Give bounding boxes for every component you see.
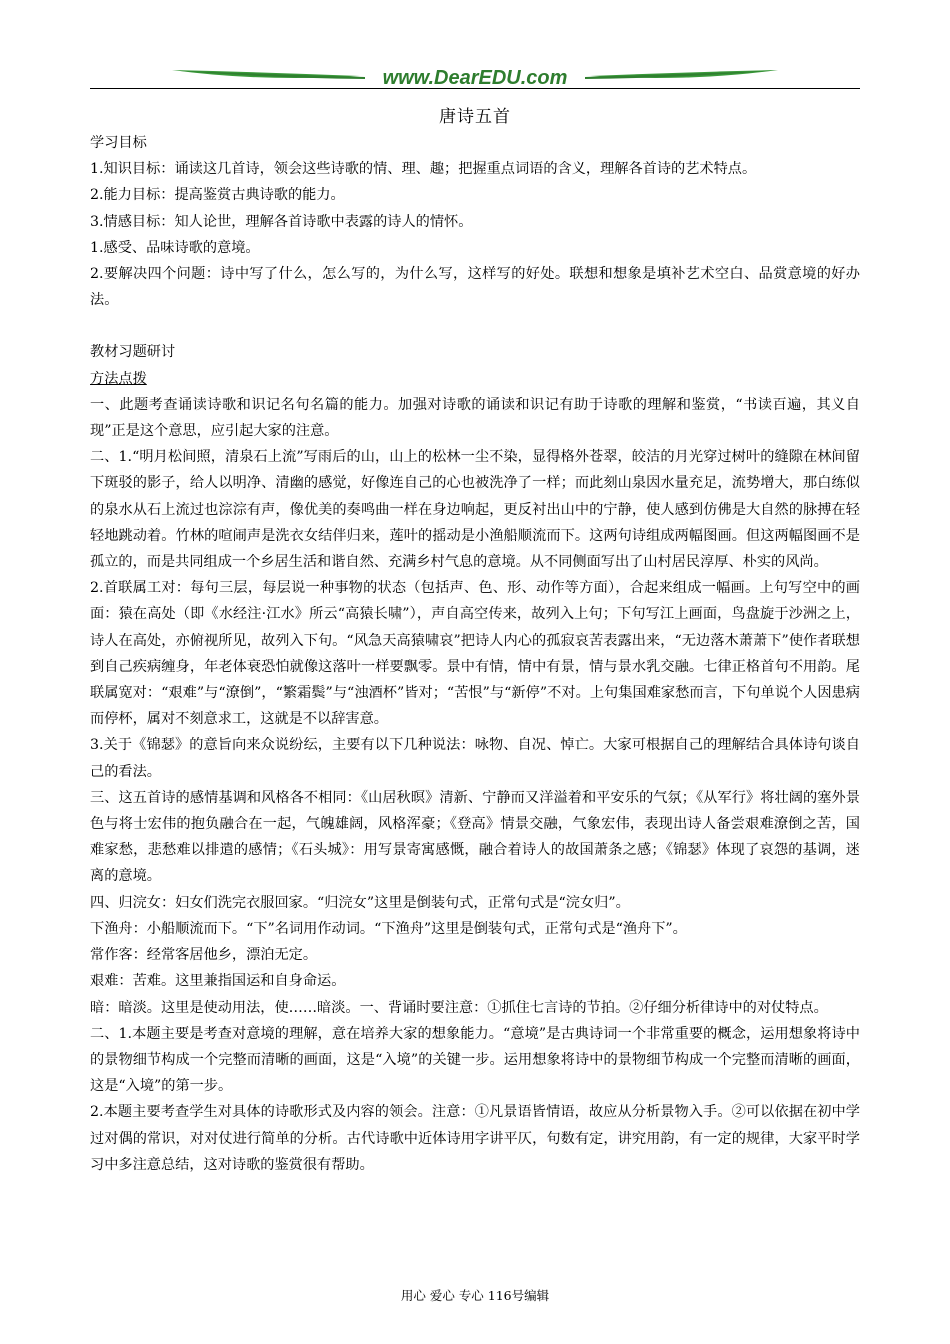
goal-item: 3.情感目标：知人论世，理解各首诗歌中表露的诗人的情怀。	[90, 213, 473, 230]
body-paragraph: 常作客：经常客居他乡，漂泊无定。	[90, 947, 318, 964]
body-paragraph: 暗：暗淡。这里是使动用法，使……暗淡。一、背诵时要注意：①抓住七言诗的节拍。②仔细分析律诗中的对仗特点。	[90, 999, 828, 1016]
body-paragraph: 三、这五首诗的感情基调和风格各不相同：《山居秋暝》清新、宁静而又洋溢着和平安乐的气氛；《从军行》将壮阔的塞外景色与将士宏伟的抱负融合在一起，气魄雄阔，风格浑豪；《登高》情景交融，气象宏伟，表现出诗人备尝艰难潦倒之苦，国难家愁，悲愁难以排遣的感情；《石头城》：用写景寄寓感慨，融合着诗人的故国萧条之感；《锦瑟》体现了哀怨的基调，迷离的意境。	[90, 789, 860, 885]
goal-item: 1.知识目标：诵读这几首诗，领会这些诗歌的情、理、趣；把握重点词语的含义，理解各首诗的艺术特点。	[90, 161, 757, 178]
body-paragraph: 四、归浣女：妇女们洗完衣服回家。“归浣女”这里是倒装句式，正常句式是“浣女归”。	[90, 894, 630, 911]
goal-item: 2.要解决四个问题：诗中写了什么，怎么写的，为什么写，这样写的好处。联想和想象是填补艺术空白、品赏意境的好办法。	[90, 266, 860, 309]
body-paragraph: 一、此题考查诵读诗歌和识记名句名篇的能力。加强对诗歌的诵读和识记有助于诗歌的理解和鉴赏，“书读百遍，其义自现”正是这个意思，应引起大家的注意。	[90, 396, 860, 440]
goal-item: 1.感受、品味诗歌的意境。	[90, 239, 260, 256]
spacer	[90, 313, 860, 339]
body-paragraph: 2.本题主要考查学生对具体的诗歌形式及内容的领会。注意：①凡景语皆情语，故应从分析景物入手。②可以依据在初中学过对偶的常识，对对仗进行简单的分析。古代诗歌中近体诗用字讲平仄，句数有定，讲究用韵，有一定的规律，大家平时学习中多注意总结，这对诗歌的鉴赏很有帮助。	[90, 1104, 860, 1173]
page-footer: 用心 爱心 专心 116号编辑	[400, 1288, 550, 1303]
logo-text: www.DearEDU.com	[382, 67, 568, 89]
body-paragraph: 2.首联属工对：每句三层，每层说一种事物的状态（包括声、色、形、动作等方面），合起来组成一幅画。上句写空中的画面：猿在高处（即《水经注·江水》所云“高猿长啸”），声自高空传来，故列入上句；下句写江上画面，鸟盘旋于沙洲之上，诗人在高处，亦俯视所见，故列入下句。“风急天高猿啸哀”把诗人内心的孤寂哀苦表露出来，“无边落木萧萧下”使作者联想到自己疾病缠身，年老体衰恐怕就像这落叶一样要飘零。景中有情，情中有景，情与景水乳交融。七律正格首句不用韵。尾联属宽对：“艰难”与“潦倒”，“繁霜鬓”与“浊酒杯”皆对；“苦恨”与“新停”不对。上句集国难家愁而言，下句单说个人因患病而停杯，属对不刻意求工，这就是不以辞害意。	[90, 580, 860, 728]
document-body	[90, 130, 860, 1178]
body-paragraph: 艰难：苦难。这里兼指国运和自身命运。	[90, 973, 346, 990]
header-divider	[90, 88, 860, 89]
goals-heading: 学习目标	[90, 135, 147, 151]
body-paragraph: 3.关于《锦瑟》的意旨向来众说纷纭，主要有以下几种说法：咏物、自况、悼亡。大家可根据自己的理解结合具体诗句谈自己的看法。	[90, 737, 860, 780]
body-paragraph: 二、1.“明月松间照，清泉石上流”写雨后的山，山上的松林一尘不染，显得格外苍翠，皎洁的月光穿过树叶的缝隙在林间留下斑驳的影子，给人以明净、清幽的感觉，好像连自己的心也被洗净了一样；而此刻山泉因水量充足，流势增大，那白练似的泉水从石上流过也淙淙有声，像优美的奏鸣曲一样在身边响起，更反衬出山中的宁静，使人感到仿佛是大自然的脉搏在轻轻地跳动着。竹林的喧闹声是洗衣女结伴归来，莲叶的摇动是小渔船顺流而下。这两句诗组成两幅图画。但这两幅图画不是孤立的，而是共同组成一个乡居生活和谐自然、充满乡村气息的意境。从不同侧面写出了山村居民淳厚、朴实的风尚。	[90, 449, 860, 571]
body-paragraph: 二、1.本题主要是考查对意境的理解，意在培养大家的想象能力。“意境”是古典诗词一个非常重要的概念，运用想象将诗中的景物细节构成一个完整而清晰的画面，这是“入境”的关键一步。运用想象将诗中的景物细节构成一个完整而清晰的画面，这是“入境”的第一步。	[90, 1025, 860, 1095]
goal-item: 2.能力目标：提高鉴赏古典诗歌的能力。	[90, 187, 345, 204]
study-heading: 教材习题研讨	[90, 344, 176, 361]
page-title: 唐诗五首	[439, 107, 511, 127]
body-paragraph: 下渔舟：小船顺流而下。“下”名词用作动词。“下渔舟”这里是倒装句式，正常句式是“渔舟下”。	[90, 920, 687, 937]
method-heading: 方法点拨	[90, 370, 147, 387]
